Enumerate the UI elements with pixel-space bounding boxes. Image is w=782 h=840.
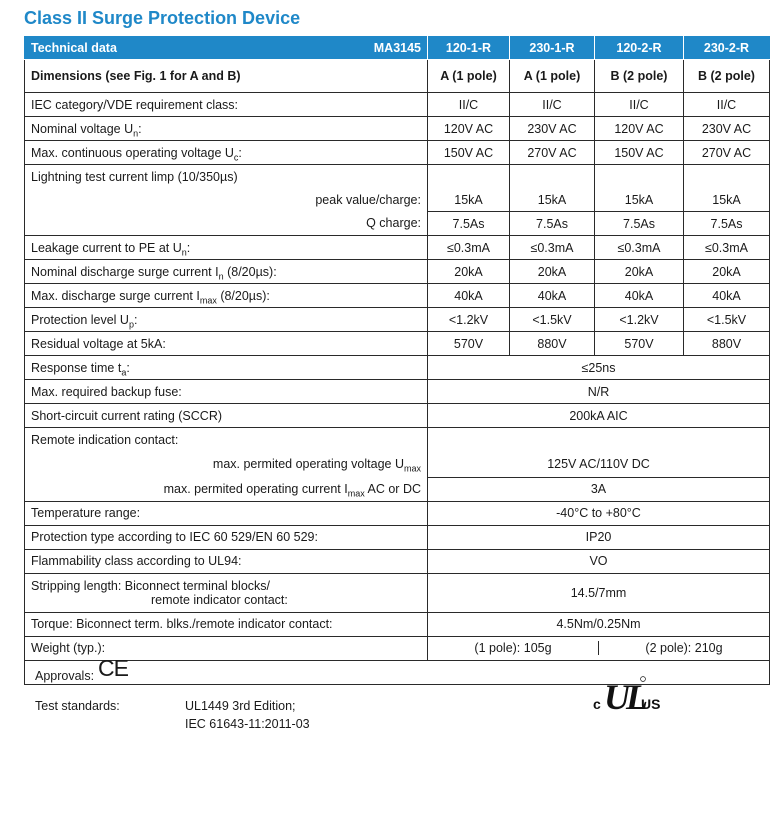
cell: -40°C to +80°C	[428, 501, 770, 525]
table-row	[25, 284, 770, 308]
cell: B (2 pole)	[684, 60, 770, 93]
table-row	[25, 477, 770, 501]
cell: A (1 pole)	[510, 60, 595, 93]
approvals-label: Approvals:	[35, 668, 95, 683]
test-standards-label: Test standards:	[35, 698, 120, 713]
table-row	[25, 165, 770, 189]
cell: IP20	[428, 525, 770, 549]
cell: ≤25ns	[428, 356, 770, 380]
cell: <1.2kV	[595, 308, 684, 332]
table-row	[25, 549, 770, 573]
table-row	[25, 404, 770, 428]
cell: <1.5kV	[510, 308, 595, 332]
test-standard-2: IEC 61643-11:2011-03	[185, 716, 310, 731]
row-label: Remote indication contact:	[25, 428, 428, 452]
cell: 230V AC	[510, 117, 595, 141]
stripping-label-line1: Stripping length: Biconnect terminal blocks/	[31, 578, 271, 593]
row-label: Protection level $U_p$:	[25, 308, 428, 332]
cell: II/C	[428, 93, 510, 117]
cell: II/C	[684, 93, 770, 117]
header-label: Technical data	[31, 41, 117, 55]
table-row	[25, 308, 770, 332]
table-row	[25, 636, 770, 660]
cell: 20kA	[428, 260, 510, 284]
cell: VO	[428, 549, 770, 573]
row-label: Short-circuit current rating (SCCR)	[25, 404, 428, 428]
header-col: 230-2-R	[684, 37, 770, 60]
cell: 14.5/7mm	[428, 573, 770, 612]
cell: ≤0.3mA	[684, 236, 770, 260]
svg-text:c: c	[593, 695, 601, 712]
cell: 150V AC	[595, 141, 684, 165]
cell: 40kA	[684, 284, 770, 308]
cell: II/C	[510, 93, 595, 117]
header-col: 120-1-R	[428, 37, 510, 60]
test-standard-1: UL1449 3rd Edition;	[185, 698, 296, 713]
approvals-row	[25, 660, 770, 684]
header-col: 230-1-R	[510, 37, 595, 60]
row-label: Protection type according to IEC 60 529/EN 60 529:	[25, 525, 428, 549]
cell: 880V	[510, 332, 595, 356]
cell: 7.5As	[684, 212, 770, 236]
row-label: Max. continuous operating voltage $U_c$:	[25, 141, 428, 165]
table-row	[25, 188, 770, 212]
cell: 20kA	[595, 260, 684, 284]
cell: B (2 pole)	[595, 60, 684, 93]
cell: 200kA AIC	[428, 404, 770, 428]
row-label: Dimensions (see Fig. 1 for A and B)	[25, 60, 428, 93]
header-model: MA3145	[373, 41, 421, 55]
table-row	[25, 612, 770, 636]
cell: 40kA	[510, 284, 595, 308]
cell: 40kA	[428, 284, 510, 308]
table-row	[25, 60, 770, 93]
row-label: max. permited operating current $I_{max}$ AC or DC	[25, 477, 428, 501]
cell: 15kA	[510, 188, 595, 212]
row-label: Max. required backup fuse:	[25, 380, 428, 404]
table-row	[25, 141, 770, 165]
cell: 20kA	[684, 260, 770, 284]
row-label: Nominal voltage $U_n$:	[25, 117, 428, 141]
cell: 230V AC	[684, 117, 770, 141]
cell: 15kA	[684, 188, 770, 212]
cell: 3A	[428, 477, 770, 501]
ul-listed-mark-icon	[589, 669, 661, 719]
cell	[428, 165, 510, 189]
row-label: Leakage current to PE at $U_n$:	[25, 236, 428, 260]
cell: 20kA	[510, 260, 595, 284]
cell: N/R	[428, 380, 770, 404]
approvals-cell	[25, 654, 770, 731]
cell: A (1 pole)	[428, 60, 510, 93]
technical-data-table	[24, 36, 770, 731]
cell: 7.5As	[428, 212, 510, 236]
row-label: Torque: Biconnect term. blks./remote indicator contact:	[25, 612, 428, 636]
svg-text:UL: UL	[604, 676, 644, 717]
row-label: Max. discharge surge current $I_{max}$ (8/20µs):	[25, 284, 428, 308]
row-label	[25, 573, 428, 612]
cell: 15kA	[428, 188, 510, 212]
weight-1-pole: (1 pole): 105g	[474, 641, 552, 655]
cell: 15kA	[595, 188, 684, 212]
table-row	[25, 451, 770, 477]
table-row	[25, 501, 770, 525]
row-label: Response time $t_a$:	[25, 356, 428, 380]
cell: 270V AC	[684, 141, 770, 165]
row-label: peak value/charge:	[25, 188, 428, 212]
table-header-row	[25, 37, 770, 60]
cell: <1.5kV	[684, 308, 770, 332]
cell: 7.5As	[595, 212, 684, 236]
header-col: 120-2-R	[595, 37, 684, 60]
table-row	[25, 525, 770, 549]
cell: 120V AC	[595, 117, 684, 141]
row-label: max. permited operating voltage $U_{max}$	[25, 451, 428, 477]
row-label: Lightning test current limp (10/350µs)	[25, 165, 428, 189]
table-row	[25, 93, 770, 117]
row-label: IEC category/VDE requirement class:	[25, 93, 428, 117]
cell: 570V	[428, 332, 510, 356]
cell: 880V	[684, 332, 770, 356]
cell	[595, 165, 684, 189]
cell: 120V AC	[428, 117, 510, 141]
table-row	[25, 428, 770, 452]
cell: 7.5As	[510, 212, 595, 236]
cell: <1.2kV	[428, 308, 510, 332]
table-row	[25, 117, 770, 141]
table-row	[25, 212, 770, 236]
weight-cell	[428, 636, 770, 660]
row-label: Nominal discharge surge current $I_n$ (8/20µs):	[25, 260, 428, 284]
cell: ≤0.3mA	[428, 236, 510, 260]
table-row	[25, 260, 770, 284]
table-row	[25, 380, 770, 404]
cell: 125V AC/110V DC	[428, 451, 770, 477]
cell	[684, 165, 770, 189]
weight-2-pole: (2 pole): 210g	[598, 641, 769, 655]
row-label: Q charge:	[25, 212, 428, 236]
cell: II/C	[595, 93, 684, 117]
row-label: Residual voltage at 5kA:	[25, 332, 428, 356]
cell: 4.5Nm/0.25Nm	[428, 612, 770, 636]
svg-text:US: US	[641, 695, 661, 712]
cell	[510, 165, 595, 189]
stripping-label-line2: remote indicator contact:	[151, 592, 288, 607]
cell: ≤0.3mA	[510, 236, 595, 260]
row-label: Temperature range:	[25, 501, 428, 525]
table-row	[25, 356, 770, 380]
table-row	[25, 573, 770, 612]
cell: 40kA	[595, 284, 684, 308]
row-label: Weight (typ.):	[25, 636, 428, 660]
table-row	[25, 332, 770, 356]
cell	[428, 428, 770, 452]
table-row	[25, 236, 770, 260]
header-label-cell	[25, 37, 428, 60]
page-title: Class II Surge Protection Device	[24, 8, 301, 28]
cell: ≤0.3mA	[595, 236, 684, 260]
cell: 570V	[595, 332, 684, 356]
ce-mark-icon: CE	[98, 654, 128, 681]
cell: 270V AC	[510, 141, 595, 165]
row-label: Flammability class according to UL94:	[25, 549, 428, 573]
cell: 150V AC	[428, 141, 510, 165]
